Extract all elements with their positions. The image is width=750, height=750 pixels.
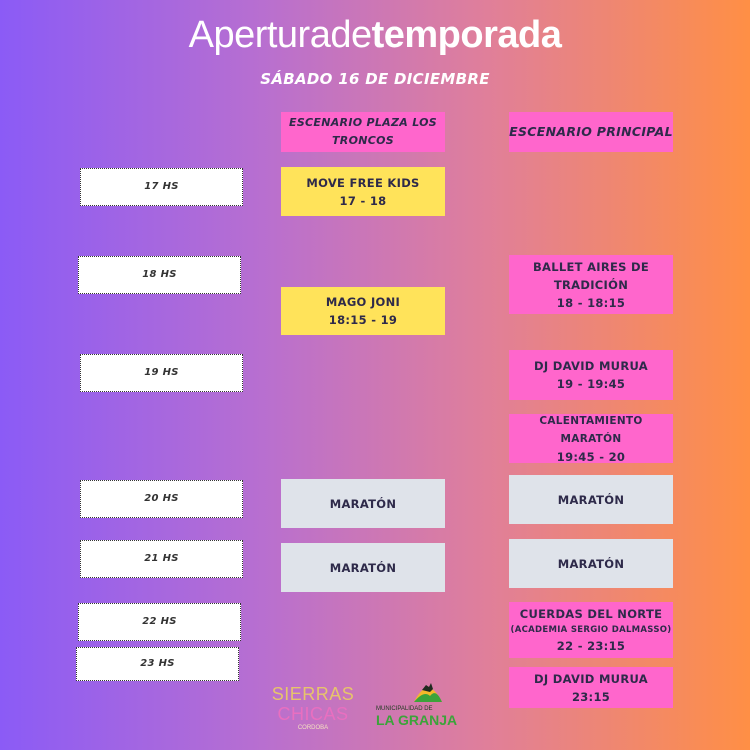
event-move-free-kids	[281, 167, 445, 216]
title-part1: Aperturade	[188, 14, 372, 56]
event-name-line2: TRADICIÓN	[553, 277, 629, 292]
event-name: CALENTAMIENTO MARATÓN	[539, 414, 643, 445]
event-name: CUERDAS DEL NORTE	[519, 607, 663, 621]
event-name: MARATÓN	[329, 560, 397, 575]
event-dj-david-murua-19	[509, 350, 673, 400]
logo-line1: SIERRAS	[271, 684, 355, 704]
page-subtitle: SÁBADO 16 DE DICIEMBRE	[260, 70, 490, 88]
event-name: DJ DAVID MURUA	[534, 359, 648, 373]
event-maraton-right-20	[509, 475, 673, 524]
event-time: 18:15 - 19	[328, 313, 398, 327]
time-slot-22: 22 HS	[78, 603, 241, 641]
event-name: MARATÓN	[557, 556, 625, 571]
page-title	[0, 14, 750, 57]
event-time: 22 - 23:15	[556, 639, 626, 653]
stage-header-left: ESCENARIO PLAZA LOS TRONCOS	[281, 112, 445, 152]
event-time: 18 - 18:15	[556, 295, 626, 310]
event-calentamiento-maraton	[509, 414, 673, 463]
muni-label: MUNICIPALIDAD DE	[376, 706, 433, 712]
logo-tagline: CORDOBA	[297, 725, 329, 731]
event-time: 19:45 - 20	[556, 449, 626, 464]
event-maraton-left-21	[281, 543, 445, 592]
event-dj-david-murua-23	[509, 667, 673, 708]
time-slot-23: 23 HS	[76, 647, 239, 681]
la-granja-emblem-icon	[412, 676, 444, 704]
event-name: MARATÓN	[557, 492, 625, 507]
time-slot-18: 18 HS	[78, 256, 241, 294]
event-name: MARATÓN	[329, 496, 397, 511]
event-name: MAGO JONI	[325, 295, 401, 309]
logo-line2: CHICAS	[277, 704, 349, 724]
time-slot-17: 17 HS	[80, 168, 243, 206]
event-mago-joni	[281, 287, 445, 335]
time-slot-20: 20 HS	[80, 480, 243, 518]
event-maraton-left-20	[281, 479, 445, 528]
time-slot-19: 19 HS	[80, 354, 243, 392]
time-slot-21: 21 HS	[80, 540, 243, 578]
event-time: 17 - 18	[339, 193, 387, 208]
event-ballet-aires	[509, 255, 673, 314]
event-name: MOVE FREE KIDS	[306, 175, 420, 190]
event-time: 19 - 19:45	[556, 377, 626, 391]
sierras-chicas-logo	[268, 684, 358, 732]
title-part2: temporada	[371, 14, 562, 56]
event-name: DJ DAVID MURUA	[534, 671, 648, 686]
event-name: BALLET AIRES DE	[532, 259, 650, 274]
event-maraton-right-21	[509, 539, 673, 588]
stage-header-right: ESCENARIO PRINCIPAL	[509, 112, 673, 152]
event-cuerdas-del-norte	[509, 602, 673, 658]
event-time: 23:15	[571, 689, 611, 704]
muni-name: LA GRANJA	[376, 712, 458, 728]
municipalidad-la-granja-logo	[376, 676, 468, 732]
event-name-line2: (ACADEMIA SERGIO DALMASSO)	[510, 625, 672, 635]
